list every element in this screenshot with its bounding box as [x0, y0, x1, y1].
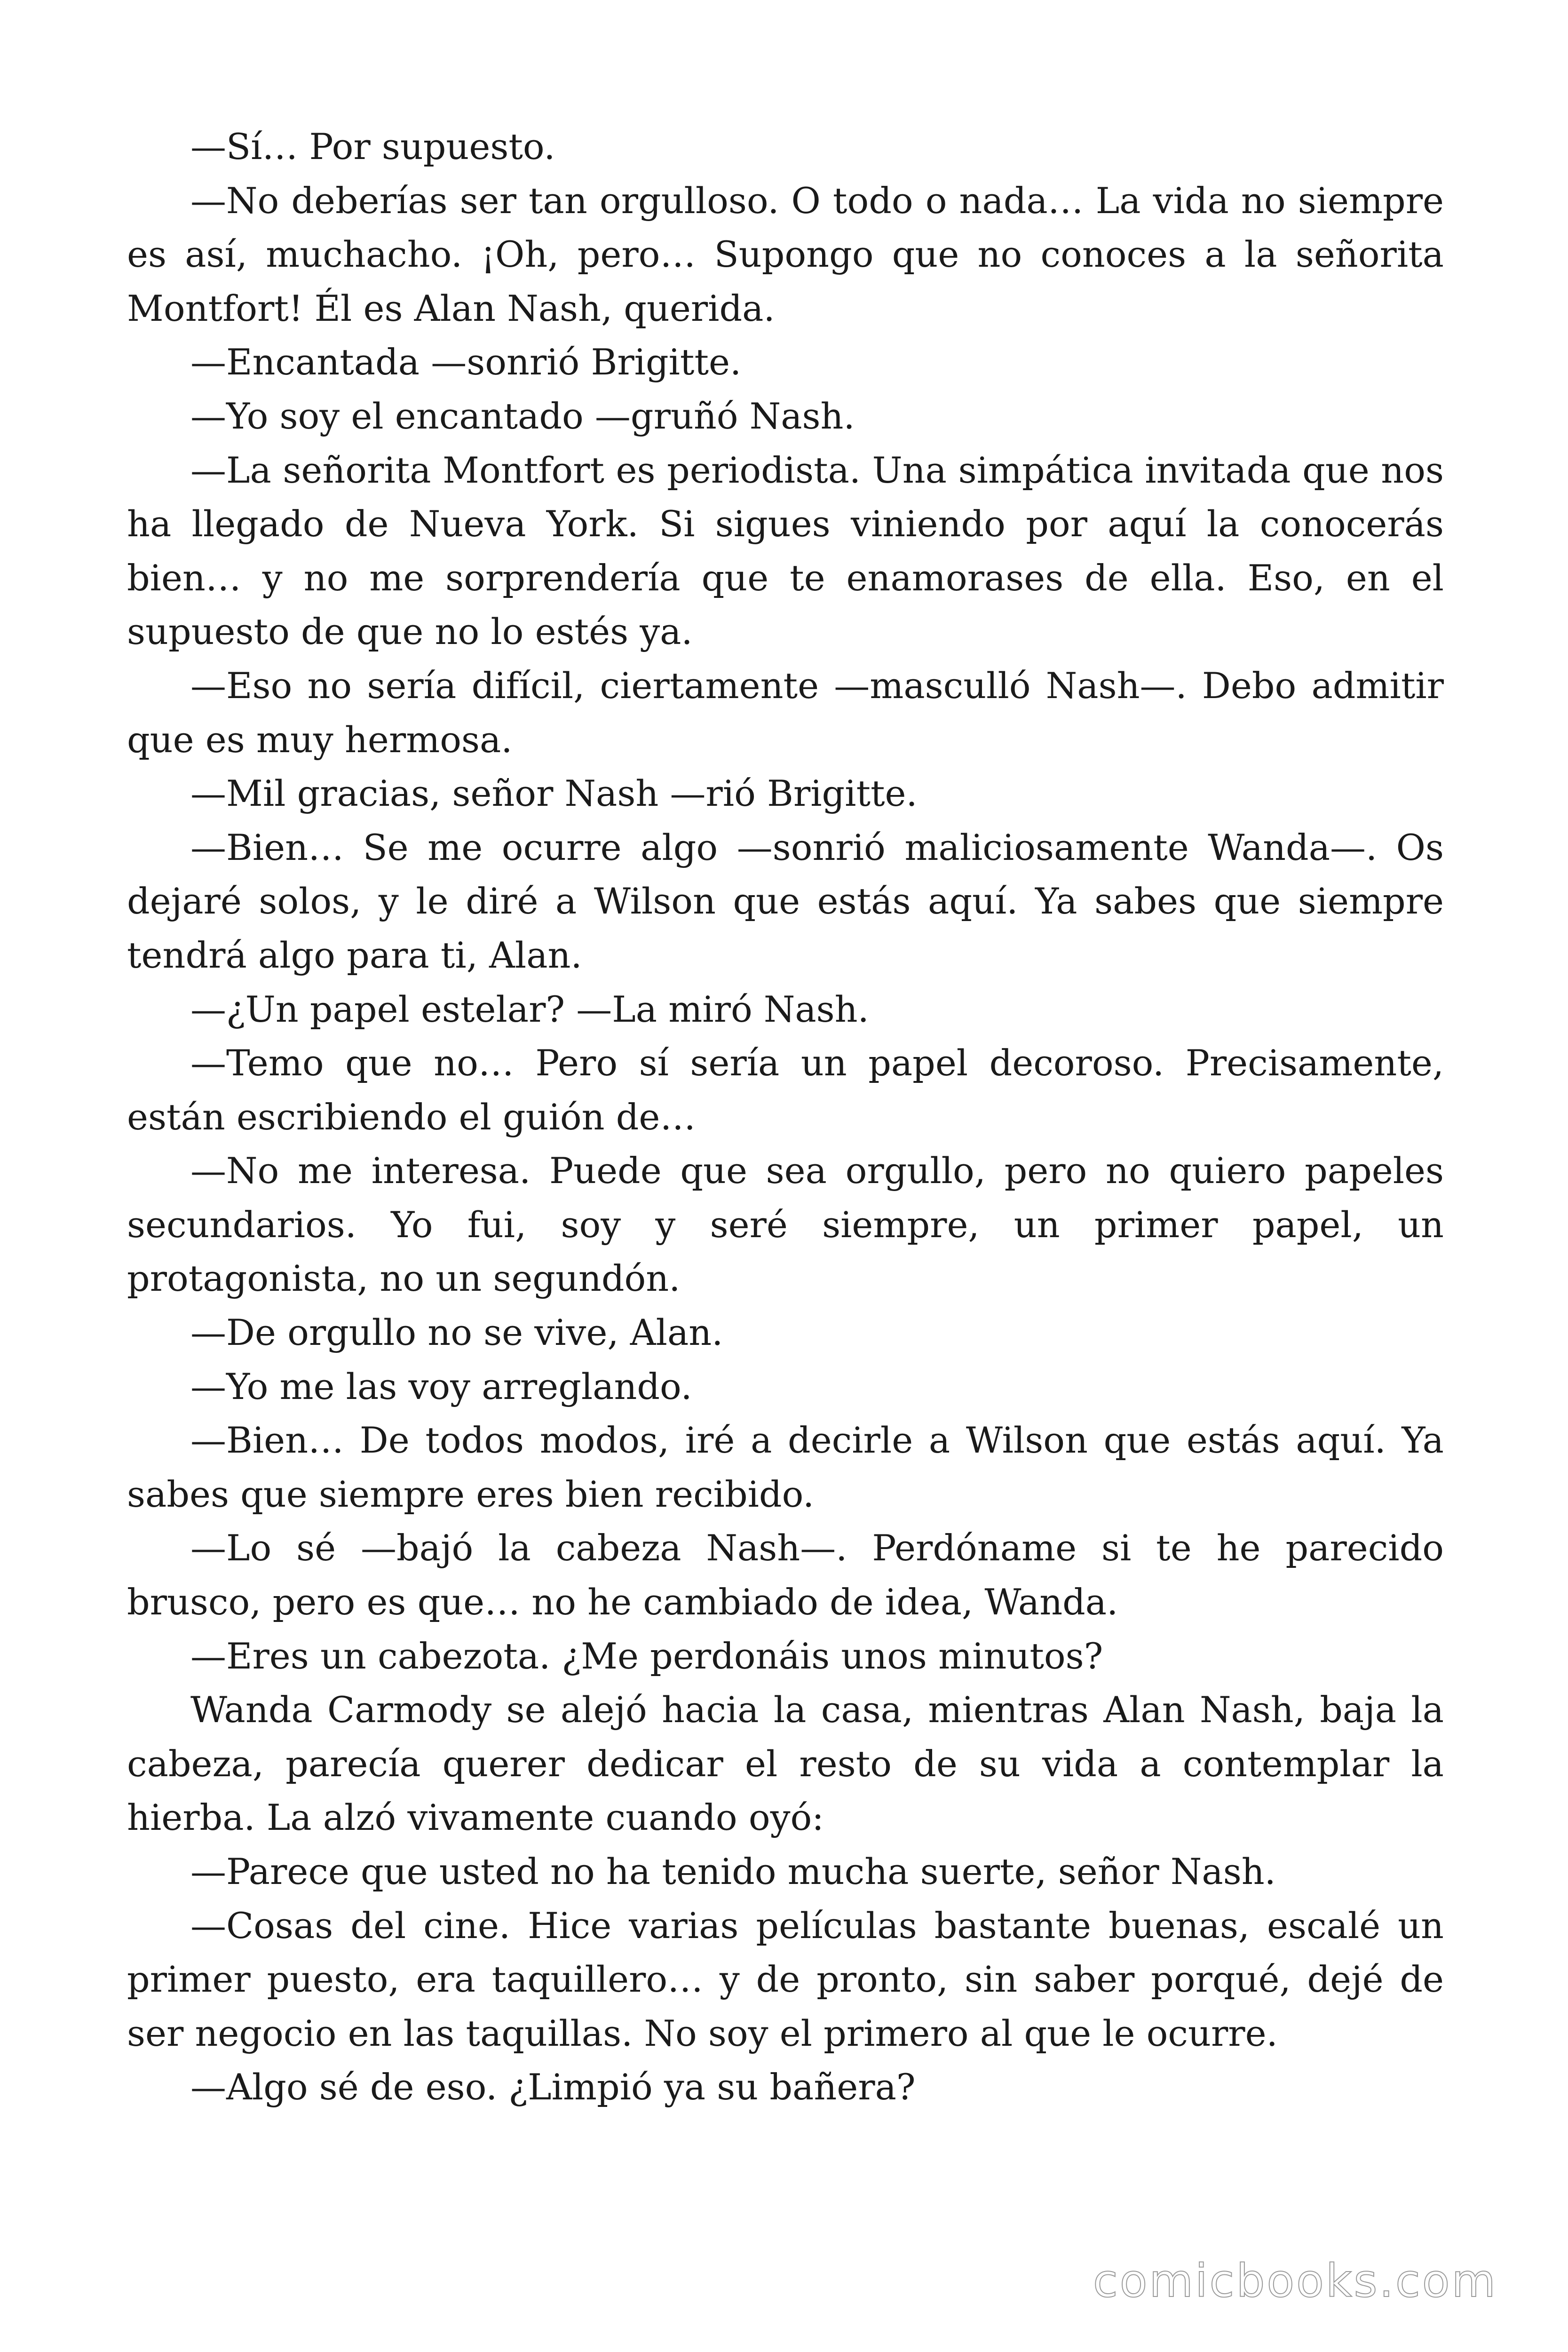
paragraph: —No deberías ser tan orgulloso. O todo o nada… La vida no siempre es así, muchacho. ¡Oh, pero… Supongo que no conoces a la señorita Montfort! Él es Alan Nash, querida. — [127, 179, 1444, 329]
paragraph: —¿Un papel estelar? —La miró Nash. — [190, 988, 869, 1030]
paragraph: —Yo me las voy arreglando. — [190, 1365, 692, 1407]
paragraph: —Lo sé —bajó la cabeza Nash—. Perdóname si te he parecido brusco, pero es que… no he cambiado de idea, Wanda. — [127, 1527, 1444, 1623]
watermark: comicbooks.com — [1093, 2255, 1497, 2307]
paragraph: —Temo que no… Pero sí sería un papel decoroso. Precisamente, están escribiendo el guión de… — [127, 1042, 1444, 1138]
paragraph: —Eres un cabezota. ¿Me perdonáis unos minutos? — [190, 1635, 1103, 1677]
paragraph: —Mil gracias, señor Nash —rió Brigitte. — [190, 772, 918, 815]
paragraph: —Bien… De todos modos, iré a decirle a Wilson que estás aquí. Ya sabes que siempre eres bien recibido. — [127, 1419, 1444, 1515]
body-text — [127, 120, 1444, 2114]
paragraph: —Yo soy el encantado —gruñó Nash. — [190, 395, 855, 437]
paragraph: Wanda Carmody se alejó hacia la casa, mientras Alan Nash, baja la cabeza, parecía querer dedicar el resto de su vida a contemplar la hierba. La alzó vivamente cuando oyó: — [127, 1689, 1444, 1839]
paragraph: —Bien… Se me ocurre algo —sonrió maliciosamente Wanda—. Os dejaré solos, y le diré a Wilson que estás aquí. Ya sabes que siempre tendrá algo para ti, Alan. — [127, 826, 1444, 976]
paragraph: —Eso no sería difícil, ciertamente —masculló Nash—. Debo admitir que es muy hermosa. — [127, 664, 1444, 761]
paragraph: —Cosas del cine. Hice varias películas bastante buenas, escalé un primer puesto, era taquillero… y de pronto, sin saber porqué, dejé de ser negocio en las taquillas. No soy el primero al que le ocurre. — [127, 1904, 1444, 2054]
paragraph: —Sí… Por supuesto. — [190, 126, 555, 167]
paragraph: —De orgullo no se vive, Alan. — [190, 1311, 723, 1354]
paragraph: —La señorita Montfort es periodista. Una simpática invitada que nos ha llegado de Nueva York. Si sigues viniendo por aquí la conocerás bien… y no me sorprendería que te enamorases de ella. Eso, en el supuesto de que no lo estés ya. — [127, 449, 1444, 653]
paragraph: —Encantada —sonrió Brigitte. — [190, 341, 742, 383]
paragraph: —Algo sé de eso. ¿Limpió ya su bañera? — [190, 2066, 916, 2108]
paragraph: —No me interesa. Puede que sea orgullo, pero no quiero papeles secundarios. Yo fui, soy y seré siempre, un primer papel, un protagonista, no un segundón. — [127, 1150, 1444, 1300]
paragraph: —Parece que usted no ha tenido mucha suerte, señor Nash. — [190, 1851, 1276, 1892]
